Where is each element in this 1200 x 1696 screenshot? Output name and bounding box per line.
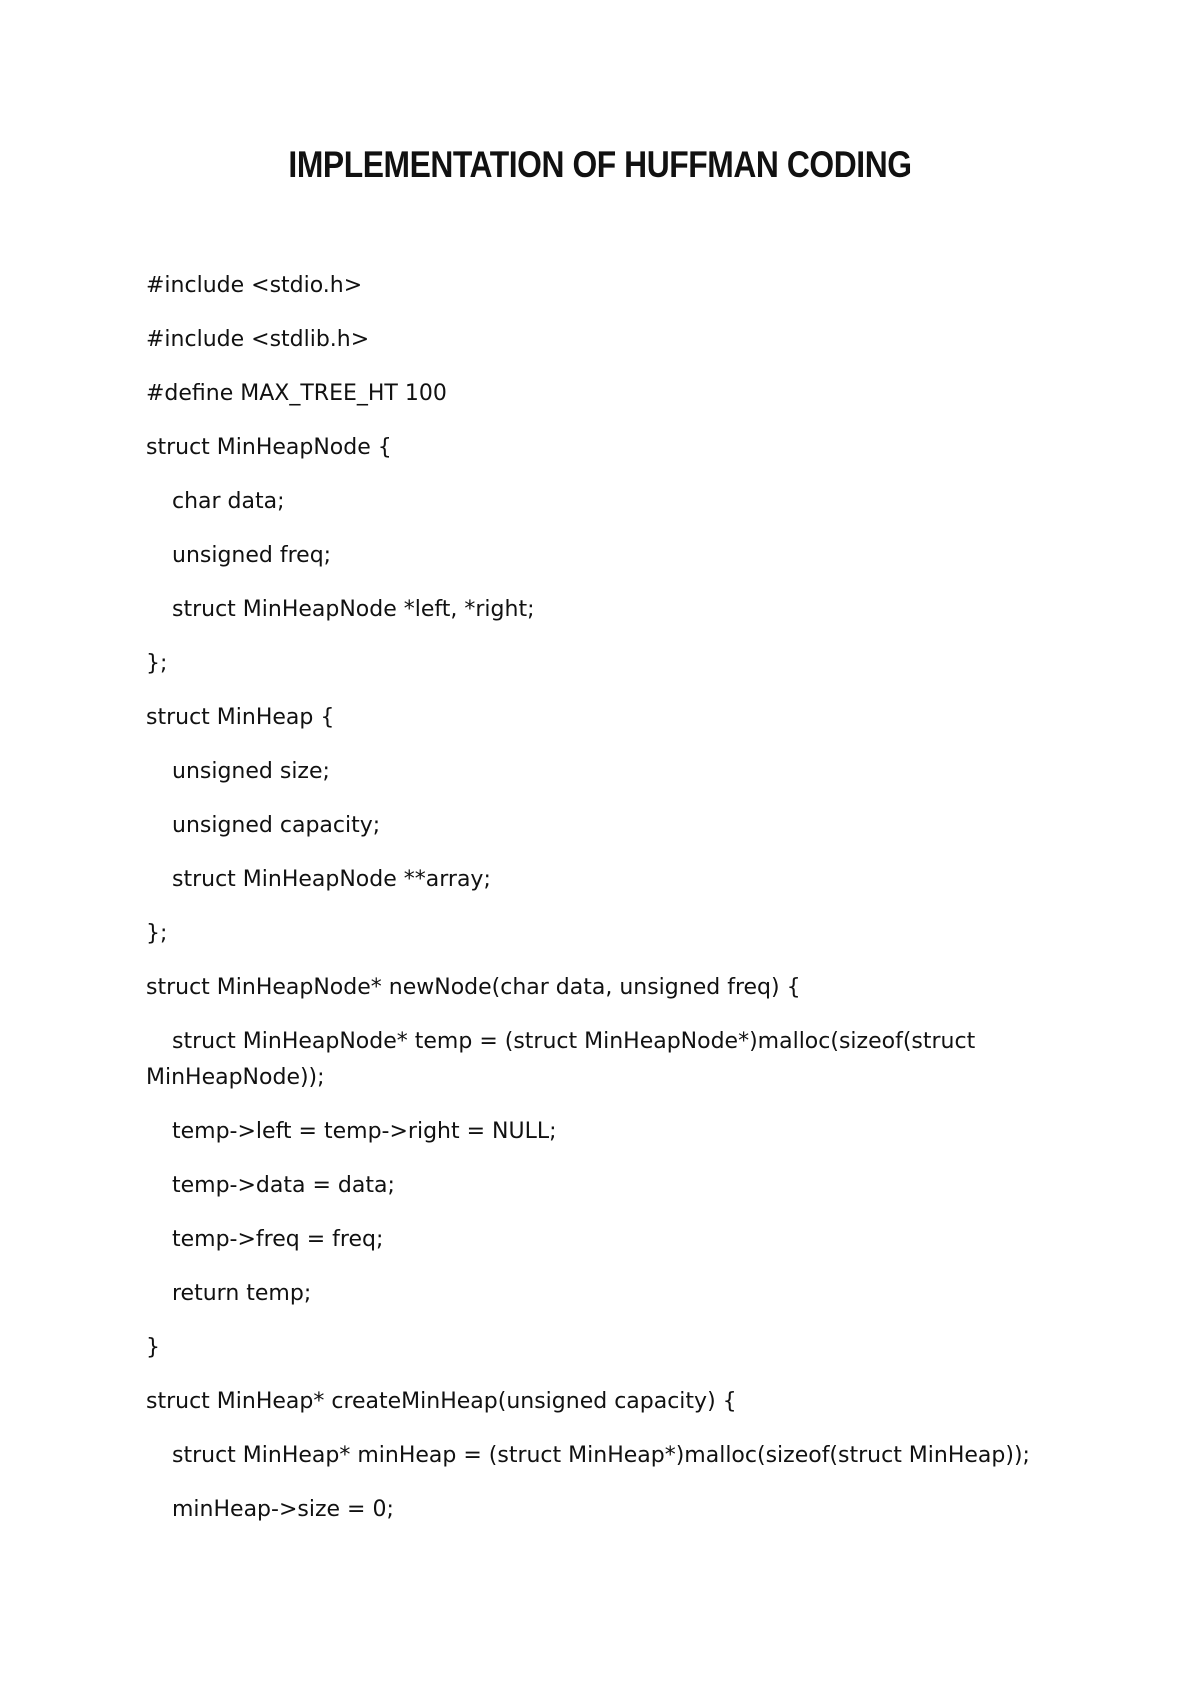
code-line: unsigned size;	[172, 759, 330, 784]
code-line: struct MinHeapNode* newNode(char data, unsigned freq) {	[146, 975, 801, 1000]
code-line: temp->freq = freq;	[172, 1227, 384, 1252]
code-line: struct MinHeap {	[146, 705, 335, 730]
code-line: struct MinHeapNode **array;	[172, 867, 491, 892]
code-line: unsigned freq;	[172, 543, 332, 568]
code-line: struct MinHeapNode {	[146, 435, 392, 460]
code-line: };	[146, 651, 168, 676]
code-line: return temp;	[172, 1281, 312, 1306]
code-line: struct MinHeapNode *left, *right;	[172, 597, 535, 622]
document-title: IMPLEMENTATION OF HUFFMAN CODING	[288, 144, 912, 185]
code-line: struct MinHeapNode* temp = (struct MinHeapNode*)malloc(sizeof(struct MinHeapNode));	[146, 1029, 983, 1090]
code-listing	[146, 268, 1046, 1546]
code-line: minHeap->size = 0;	[172, 1497, 394, 1522]
code-line: #include <stdlib.h>	[146, 327, 370, 352]
code-line: #define MAX_TREE_HT 100	[146, 381, 447, 406]
code-line: unsigned capacity;	[172, 813, 381, 838]
code-line: struct MinHeap* createMinHeap(unsigned capacity) {	[146, 1389, 737, 1414]
code-line: };	[146, 921, 168, 946]
code-line: }	[146, 1335, 160, 1360]
code-line: char data;	[172, 489, 285, 514]
code-line: temp->data = data;	[172, 1173, 395, 1198]
code-line: temp->left = temp->right = NULL;	[172, 1119, 557, 1144]
code-line: struct MinHeap* minHeap = (struct MinHeap*)malloc(sizeof(struct MinHeap));	[172, 1443, 1030, 1468]
code-line: #include <stdio.h>	[146, 273, 363, 298]
